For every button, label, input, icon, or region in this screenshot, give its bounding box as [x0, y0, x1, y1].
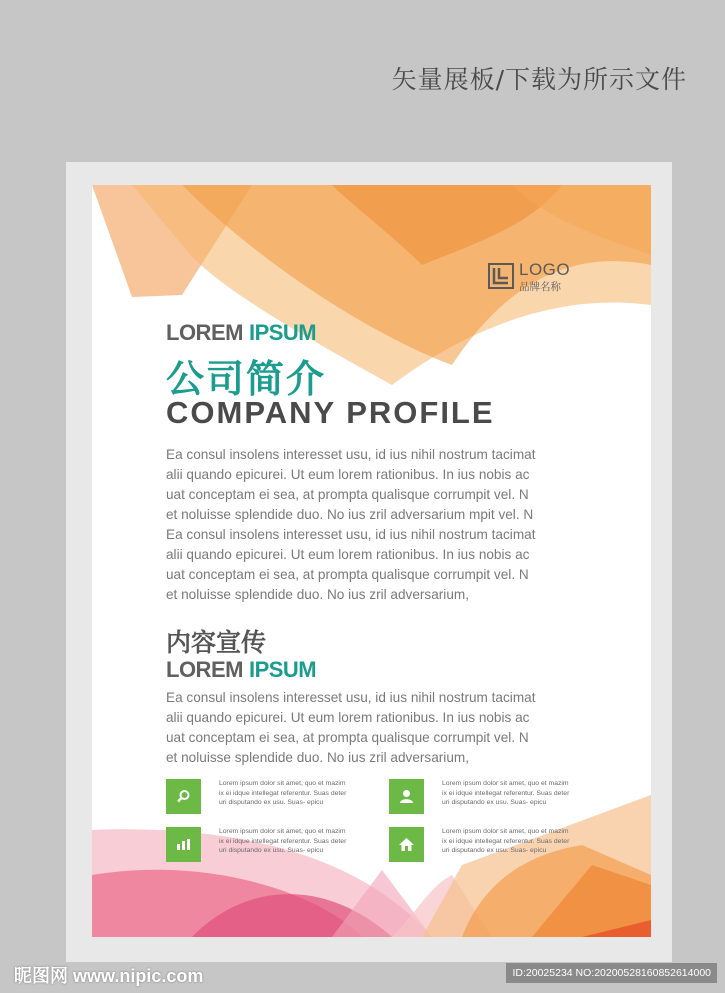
- feature-search: [166, 779, 366, 815]
- top-caption: 矢量展板/下载为所示文件: [391, 65, 687, 94]
- feature-text: Lorem ipsum dolor sit amet, quo et mazim ix ei idque intellegat referentur. Suas deter uri disputando ex usu. Suas- epicu: [442, 780, 570, 806]
- home-icon: [389, 827, 424, 862]
- section-lorem-heading: [166, 657, 316, 683]
- paragraph-line: uat conceptam ei sea, at prompta qualisque corrumpit vel. N: [166, 730, 529, 745]
- paragraph-line: alii quando epicurei. Ut eum lorem rationibus. In ius nobis ac: [166, 547, 530, 562]
- paragraph-line: et noluisse splendide duo. No ius zril adversarium,: [166, 750, 469, 765]
- paragraph-line: uat conceptam ei sea, at prompta qualisque corrumpit vel. N: [166, 567, 529, 582]
- poster: [92, 185, 651, 937]
- english-title: COMPANY PROFILE: [166, 395, 495, 430]
- logo-text: LOGO: [519, 260, 571, 279]
- bar-chart-icon: [166, 827, 201, 862]
- paragraph-line: uat conceptam ei sea, at prompta qualisque corrumpit vel. N: [166, 487, 529, 502]
- watermark-site: 昵图网 www.nipic.com: [14, 966, 204, 986]
- feature-text: Lorem ipsum dolor sit amet, quo et mazim ix ei idque intellegat referentur. Suas deter uri disputando ex usu. Suas- epicu: [219, 780, 347, 806]
- lorem-word: LOREM: [166, 320, 243, 345]
- user-icon: [389, 779, 424, 814]
- feature-text: Lorem ipsum dolor sit amet, quo et mazim ix ei idque intellegat referentur. Suas deter uri disputando ex usu. Suas- epicu: [219, 828, 347, 854]
- search-icon: [166, 779, 201, 814]
- feature-text: Lorem ipsum dolor sit amet, quo et mazim ix ei idque intellegat referentur. Suas deter uri disputando ex usu. Suas- epicu: [442, 828, 570, 854]
- paragraph-line: Ea consul insolens interesset usu, id ius nihil nostrum tacimat: [166, 690, 536, 705]
- lorem-word: LOREM: [166, 657, 243, 682]
- ipsum-word: IPSUM: [248, 657, 317, 682]
- paragraph-line: alii quando epicurei. Ut eum lorem rationibus. In ius nobis ac: [166, 467, 530, 482]
- logo-mark-icon: [488, 263, 514, 289]
- section-paragraph: [166, 688, 586, 768]
- paragraph-line: et noluisse splendide duo. No ius zril adversarium,: [166, 587, 469, 602]
- feature-home: [389, 827, 589, 863]
- logo-subtext: 品牌名称: [519, 281, 561, 293]
- paragraph-line: et noluisse splendide duo. No ius zril adversarium mpit vel. N: [166, 507, 534, 522]
- paragraph-line: Ea consul insolens interesset usu, id ius nihil nostrum tacimat: [166, 447, 536, 462]
- feature-chart: [166, 827, 366, 863]
- paragraph-line: alii quando epicurei. Ut eum lorem rationibus. In ius nobis ac: [166, 710, 530, 725]
- paragraph-line: Ea consul insolens interesset usu, id ius nihil nostrum tacimat: [166, 527, 536, 542]
- chinese-title: 公司简介: [166, 357, 327, 401]
- logo: [488, 260, 588, 295]
- ipsum-word: IPSUM: [248, 320, 317, 345]
- lorem-ipsum-heading: [166, 320, 316, 346]
- watermark-id: ID:20025234 NO:20200528160852614000: [506, 963, 717, 983]
- intro-paragraph: [166, 445, 586, 605]
- section-title: 内容宣传: [166, 628, 267, 657]
- feature-user: [389, 779, 589, 815]
